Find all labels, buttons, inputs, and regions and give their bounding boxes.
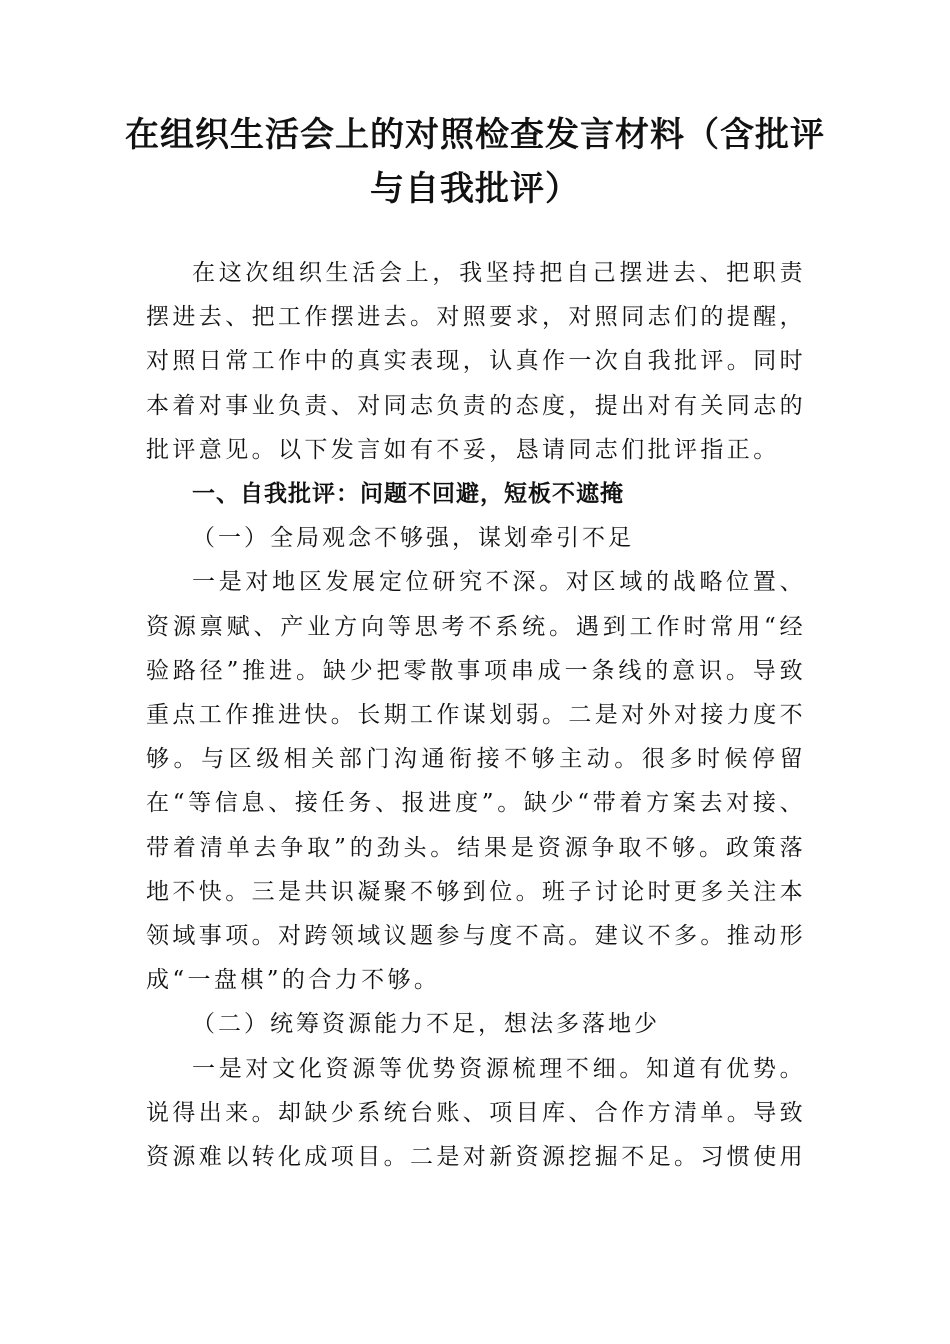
subsection-1-paragraph: 一是对地区发展定位研究不深。对区域的战略位置、资源禀赋、产业方向等思考不系统。遇到工作时常用“经验路径”推进。缺少把零散事项串成一条线的意识。导致重点工作推进快。长期工作谋划弱。二是对外对接力度不够。与区级相关部门沟通衔接不够主动。很多时候停留在“等信息、接任务、报进度”。缺少“带着方案去对接、带着清单去争取”的劲头。结果是资源争取不够。政策落地不快。三是共识凝聚不够到位。班子讨论时更多关注本领域事项。对跨领域议题参与度不高。建议不多。推动形成“一盘棋”的合力不够。 <box>146 569 806 994</box>
intro-paragraph: 在这次组织生活会上，我坚持把自己摆进去、把职责摆进去、把工作摆进去。对照要求，对照同志们的提醒，对照日常工作中的真实表现，认真作一次自我批评。同时本着对事业负责、对同志负责的态度，提出对有关同志的批评意见。以下发言如有不妥，恳请同志们批评指正。 <box>146 260 806 463</box>
subsection-heading-1: （一）全局观念不够强，谋划牵引不足 <box>192 525 634 552</box>
section-heading-self-criticism: 一、自我批评：问题不回避，短板不遮掩 <box>192 481 624 508</box>
document-body <box>146 251 806 1179</box>
document-title: 在组织生活会上的对照检查发言材料（含批评与自我批评） <box>125 115 825 209</box>
subsection-heading-2: （二）统筹资源能力不足，想法多落地少 <box>192 1011 660 1038</box>
subsection-2-paragraph: 一是对文化资源等优势资源梳理不细。知道有优势。说得出来。却缺少系统台账、项目库、合作方清单。导致资源难以转化成项目。二是对新资源挖掘不足。习惯使用 <box>146 1055 806 1171</box>
